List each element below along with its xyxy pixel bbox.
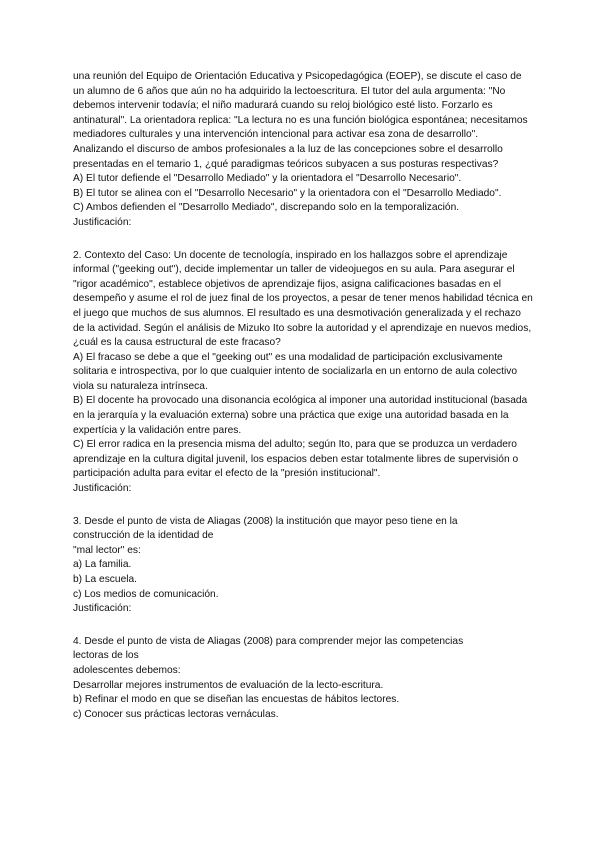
case-description: una reunión del Equipo de Orientación Educativa y Psicopedagógica (EOEP), se discute el caso de un alumno de 6 años que aún no ha adquirido la lectoescritura. El tutor del aula argumenta: "No debemos intervenir todavía; el niño madurará cuando su reloj biológico esté listo. Forzarlo es antinatural". La orientadora replica: "La lectura no es una función biológica espontánea; necesitamos mediadores culturales y una intervención intencional para activar esa zona de desarrollo". [73,71,528,141]
question-4-prompt-line-3: adolescentes debemos: [73,664,181,676]
question-2-option-b: B) El docente ha provocado una disonancia ecológica al imponer una autoridad institucional (basada en la jerarquía y la evaluación externa) sobre una práctica que exige una autoridad basada en la expertícia y la validación entre pares. [73,395,528,436]
question-1-option-b: B) El tutor se alinea con el "Desarrollo Necesario" y la orientadora con el "Desarrollo Mediado". [73,187,502,199]
document-body [73,70,533,722]
question-1-justification: Justificación: [73,216,132,228]
question-2-justification: Justificación: [73,483,132,495]
question-1-option-c: C) Ambos defienden el "Desarrollo Mediado", discrepando solo en la temporalización. [73,202,460,214]
question-3-prompt-line-1: 3. Desde el punto de vista de Aliagas (2008) la institución que mayor peso tiene en la [73,515,458,527]
question-2-option-a: A) El fracaso se debe a que el "geeking out" es una modalidad de participación exclusivamente solitaria e introspectiva, por lo que cualquier intento de socializarla en un entorno de aula colectivo viola su naturaleza intrínseca. [73,351,517,392]
paragraph-gap [73,617,533,635]
question-3-prompt-line-2: construcción de la identidad de [73,530,214,542]
paragraph-gap [73,231,533,249]
question-2-option-c: C) El error radica en la presencia misma del adulto; según Ito, para que se produzca un verdadero aprendizaje en la cultura digital juvenil, los espacios deben estar totalmente libres de supervisión o participación adulta para evitar el efecto de la "presión institucional". [73,439,519,480]
question-4-option-c: c) Conocer sus prácticas lectoras vernáculas. [73,708,279,720]
question-3-option-c: c) Los medios de comunicación. [73,588,219,600]
question-4-option-b: b) Refinar el modo en que se diseñan las encuestas de hábitos lectores. [73,694,400,706]
question-1-prompt: Analizando el discurso de ambos profesionales a la luz de las concepciones sobre el desarrollo presentadas en el temario 1, ¿qué paradigmas teóricos subyacen a sus posturas respectivas? [73,143,503,170]
question-4-prompt-line-1: 4. Desde el punto de vista de Aliagas (2008) para comprender mejor las competencias [73,635,464,647]
question-3-option-a: a) La familia. [73,559,132,571]
question-2-prompt: 2. Contexto del Caso: Un docente de tecnología, inspirado en los hallazgos sobre el aprendizaje informal ("geeking out"), decide implementar un taller de videojuegos en su aula. Para asegurar el "rigor académico", establece objetivos de aprendizaje fijos, asigna calificaciones basadas en el desempeño y asume el rol de juez final de los proyectos, a pesar de tener menos habilidad técnica en el juego que muchos de sus alumnos. El resultado es una desmotivación generalizada y el rechazo de la actividad. Según el análisis de Mizuko Ito sobre la autoridad y el aprendizaje en nuevos medios, ¿cuál es la causa estructural de este fracaso? [73,249,533,349]
question-4-prompt-line-2: lectoras de los [73,650,139,662]
question-1-option-a: A) El tutor defiende el "Desarrollo Mediado" y la orientadora el "Desarrollo Necesario". [73,173,462,185]
paragraph-gap [73,497,533,515]
question-3-justification: Justificación: [73,603,132,615]
question-3-prompt-line-3: "mal lector" es: [73,544,141,556]
question-4-option-a: Desarrollar mejores instrumentos de evaluación de la lecto-escritura. [73,679,384,691]
question-3-option-b: b) La escuela. [73,574,137,585]
